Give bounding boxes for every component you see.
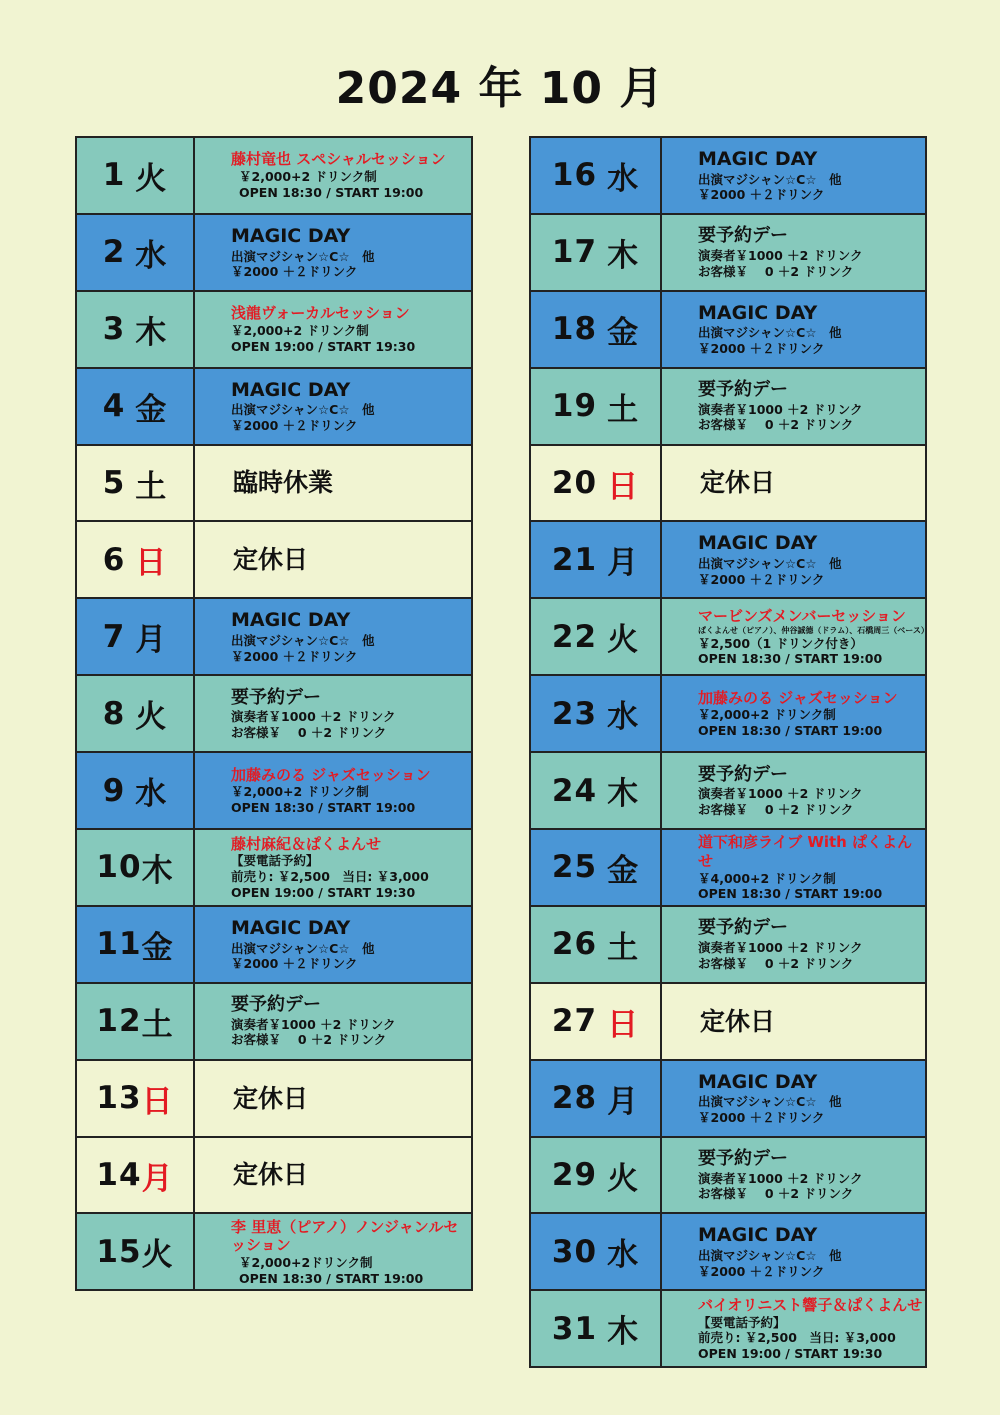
day-number: 17 [551, 234, 598, 271]
day-of-week: 火 [141, 1237, 174, 1274]
event-line: MAGIC DAY [698, 147, 818, 170]
schedule-row [77, 1061, 471, 1138]
schedule-row [77, 138, 471, 215]
day-number: 20 [551, 465, 598, 501]
event-line: ￥2,000+2ドリンク制 [239, 1255, 373, 1271]
day-of-week: 火 [607, 622, 640, 659]
schedule-column-right [529, 136, 927, 1368]
schedule-row [531, 1291, 925, 1368]
schedule-row [77, 676, 471, 753]
event-cell [195, 446, 471, 521]
event-line: 加藤みのる ジャズセッション [698, 688, 898, 707]
schedule-row [77, 369, 471, 446]
schedule-row [77, 599, 471, 676]
day-number: 15 [96, 1233, 142, 1270]
schedule-row [531, 984, 925, 1061]
day-number: 18 [551, 311, 598, 348]
event-cell [662, 1214, 925, 1289]
event-cell [195, 138, 471, 213]
event-cell [662, 676, 925, 751]
day-of-week: 水 [135, 776, 168, 813]
event-cell [195, 907, 471, 982]
date-cell [77, 753, 195, 828]
event-line: 出演マジシャン☆C☆ 他 [698, 1094, 842, 1110]
schedule-row [77, 907, 471, 984]
event-line: OPEN 18:30 / START 19:00 [698, 886, 883, 902]
event-line: 出演マジシャン☆C☆ 他 [698, 1248, 842, 1264]
day-of-week: 日 [141, 1083, 174, 1120]
event-line: ￥2,500（1 ドリンク付き） [698, 635, 863, 651]
schedule-row [531, 676, 925, 753]
day-number: 3 [102, 311, 126, 348]
day-of-week: 月 [135, 622, 168, 659]
day-of-week: 木 [607, 776, 640, 813]
day-number: 19 [551, 388, 598, 425]
event-line: お客様￥ 0 ＋2 ドリンク [231, 1032, 387, 1048]
event-line: ￥2000 ＋２ドリンク [698, 1110, 825, 1125]
day-number: 13 [96, 1080, 142, 1117]
event-line: ￥2000 ＋２ドリンク [231, 417, 358, 433]
schedule-row [531, 907, 925, 984]
event-line: お客様￥ 0 ＋2 ドリンク [698, 801, 854, 817]
schedule-column-left [75, 136, 473, 1291]
date-cell [531, 1138, 662, 1213]
date-cell [77, 138, 195, 213]
schedule-row [531, 292, 925, 369]
event-line: OPEN 18:30 / START 19:00 [231, 799, 416, 815]
day-of-week: 金 [607, 314, 640, 351]
day-of-week: 木 [607, 237, 640, 274]
event-line: ￥2,000+2 ドリンク制 [231, 322, 369, 338]
day-number: 16 [551, 157, 598, 194]
event-line: ￥2,000+2 ドリンク制 [698, 707, 836, 723]
day-number: 26 [551, 926, 598, 963]
day-of-week: 土 [607, 391, 640, 428]
event-line: 【要電話予約】 [231, 853, 319, 869]
day-number: 4 [102, 388, 126, 425]
event-line: 定休日 [700, 468, 776, 498]
date-cell [531, 292, 662, 367]
event-line: OPEN 19:00 / START 19:30 [231, 338, 416, 354]
event-line: 出演マジシャン☆C☆ 他 [231, 940, 375, 956]
event-cell [662, 599, 929, 674]
date-cell [531, 369, 662, 444]
event-cell [662, 215, 925, 290]
event-line: ￥2000 ＋２ドリンク [231, 648, 358, 664]
event-line: ￥2000 ＋２ドリンク [698, 341, 825, 357]
event-line: 出演マジシャン☆C☆ 他 [698, 556, 842, 572]
event-line: 出演マジシャン☆C☆ 他 [231, 402, 375, 418]
event-line: ￥2000 ＋２ドリンク [698, 571, 825, 587]
page-title: 2024 年 10 月 [335, 63, 665, 114]
day-of-week: 月 [607, 1083, 640, 1120]
day-number: 25 [551, 849, 598, 886]
event-line: OPEN 18:30 / START 19:00 [239, 1270, 424, 1286]
day-of-week: 火 [135, 699, 168, 736]
event-cell [195, 522, 471, 597]
event-line: 要予約デー [698, 917, 788, 939]
event-cell [195, 1214, 471, 1289]
event-line: お客様￥ 0 ＋2 ドリンク [698, 417, 854, 433]
event-line: 臨時休業 [233, 468, 334, 498]
day-number: 10 [96, 849, 142, 886]
date-cell [77, 984, 195, 1059]
event-line: 加藤みのる ジャズセッション [231, 765, 431, 784]
event-cell [195, 215, 471, 290]
day-of-week: 月 [607, 545, 640, 582]
day-of-week: 土 [141, 1006, 174, 1043]
event-cell [662, 1138, 925, 1213]
schedule-row [531, 1061, 925, 1138]
event-line: 前売り: ￥2,500 当日: ￥3,000 [231, 869, 429, 885]
date-cell [531, 215, 662, 290]
schedule-row [531, 830, 925, 907]
day-number: 27 [551, 1003, 598, 1040]
schedule-row [531, 446, 925, 523]
event-line: OPEN 18:30 / START 19:00 [239, 184, 424, 200]
event-line: 定休日 [700, 1006, 776, 1036]
schedule-row [531, 599, 929, 676]
event-cell [195, 984, 471, 1059]
date-cell [77, 1214, 195, 1289]
event-cell [662, 369, 925, 444]
schedule-row [77, 830, 471, 907]
day-of-week: 日 [607, 1006, 640, 1043]
schedule-row [531, 522, 925, 599]
date-cell [531, 522, 662, 597]
event-cell [195, 676, 471, 751]
event-line: 演奏者￥1000 ＋2 ドリンク [698, 401, 863, 417]
event-line: お客様￥ 0 ＋2 ドリンク [231, 724, 387, 740]
schedule-row [77, 1138, 471, 1215]
event-line: 要予約デー [698, 1148, 788, 1170]
event-line: MAGIC DAY [698, 1224, 818, 1247]
event-line: 藤村竜也 スペシャルセッション [231, 150, 446, 169]
schedule-row [531, 138, 925, 215]
day-of-week: 月 [141, 1160, 174, 1197]
event-line: ￥2000 ＋２ドリンク [231, 956, 358, 972]
schedule-row [531, 215, 925, 292]
event-line: 出演マジシャン☆C☆ 他 [698, 171, 842, 187]
day-of-week: 水 [607, 160, 640, 197]
day-of-week: 木 [607, 1314, 640, 1351]
schedule-row [531, 1138, 925, 1215]
day-of-week: 土 [135, 468, 168, 505]
event-line: OPEN 19:00 / START 19:30 [698, 1345, 883, 1361]
event-line: 浅龍ヴォーカルセッション [231, 304, 410, 323]
event-cell [195, 753, 471, 828]
event-line: 出演マジシャン☆C☆ 他 [698, 325, 842, 341]
day-number: 5 [102, 465, 126, 501]
event-cell [662, 292, 925, 367]
event-line: 要予約デー [231, 994, 321, 1016]
date-cell [531, 446, 662, 521]
event-cell [662, 522, 925, 597]
day-of-week: 木 [135, 314, 168, 351]
date-cell [531, 1214, 662, 1289]
event-cell [662, 1061, 925, 1136]
date-cell [77, 292, 195, 367]
event-line: 定休日 [233, 1160, 309, 1190]
event-line: MAGIC DAY [231, 916, 351, 939]
day-number: 7 [102, 618, 126, 655]
event-line: 出演マジシャン☆C☆ 他 [231, 633, 375, 649]
day-number: 9 [102, 772, 126, 809]
event-cell [662, 138, 925, 213]
day-of-week: 木 [141, 852, 174, 889]
event-line: 要予約デー [698, 763, 788, 785]
day-number: 22 [551, 618, 598, 655]
event-line: MAGIC DAY [231, 378, 351, 401]
event-cell [662, 907, 925, 982]
event-line: OPEN 18:30 / START 19:00 [698, 651, 883, 667]
date-cell [77, 369, 195, 444]
date-cell [77, 830, 195, 905]
event-cell [662, 446, 925, 521]
schedule-row [77, 446, 471, 523]
day-of-week: 金 [141, 929, 174, 966]
event-line: ￥2000 ＋２ドリンク [231, 264, 358, 280]
day-number: 2 [102, 234, 126, 271]
event-line: 要予約デー [698, 379, 788, 401]
schedule-row [77, 522, 471, 599]
event-cell [195, 1061, 471, 1136]
day-of-week: 水 [607, 699, 640, 736]
day-of-week: 日 [135, 545, 168, 582]
date-cell [77, 676, 195, 751]
date-cell [77, 599, 195, 674]
event-line: バイオリニスト響子＆ぱくよんせ [698, 1295, 923, 1314]
schedule-row [77, 215, 471, 292]
date-cell [77, 215, 195, 290]
schedule-row [531, 369, 925, 446]
date-cell [531, 753, 662, 828]
event-line: 藤村麻紀＆ぱくよんせ [231, 834, 382, 853]
event-cell [195, 292, 471, 367]
event-line: 演奏者￥1000 ＋2 ドリンク [698, 939, 863, 955]
event-line: 演奏者￥1000 ＋2 ドリンク [231, 1016, 396, 1032]
day-of-week: 火 [607, 1160, 640, 1197]
day-number: 28 [551, 1080, 598, 1117]
day-of-week: 水 [135, 237, 168, 274]
date-cell [77, 907, 195, 982]
event-line: ￥2000 ＋２ドリンク [698, 1263, 825, 1279]
day-number: 6 [102, 541, 126, 578]
day-number: 31 [551, 1310, 598, 1347]
event-cell [195, 830, 471, 905]
event-line: 要予約デー [698, 225, 788, 247]
day-of-week: 水 [607, 1237, 640, 1274]
event-line: 定休日 [233, 545, 309, 575]
day-number: 23 [551, 695, 598, 732]
day-of-week: 金 [607, 852, 640, 889]
date-cell [531, 676, 662, 751]
event-line: 演奏者￥1000 ＋2 ドリンク [698, 1170, 863, 1186]
event-cell [662, 984, 925, 1059]
event-line: OPEN 18:30 / START 19:00 [698, 723, 883, 739]
day-number: 14 [96, 1157, 142, 1194]
event-line: 演奏者￥1000 ＋2 ドリンク [698, 247, 863, 263]
date-cell [531, 1061, 662, 1136]
day-number: 24 [551, 772, 598, 809]
date-cell [77, 522, 195, 597]
day-of-week: 日 [607, 468, 640, 505]
date-cell [77, 446, 195, 521]
day-number: 12 [96, 1003, 142, 1040]
date-cell [77, 1138, 195, 1213]
schedule-row [77, 984, 471, 1061]
date-cell [531, 830, 662, 905]
date-cell [531, 1291, 662, 1366]
event-line: ￥2000 ＋２ドリンク [698, 187, 825, 203]
event-line: 要予約デー [231, 686, 321, 708]
event-line: マービンズメンバーセッション [698, 606, 906, 625]
event-line: MAGIC DAY [698, 301, 818, 324]
schedule-row [531, 1214, 925, 1291]
event-line: 道下和彦ライブ With ぱくよんせ [698, 833, 913, 870]
event-line: お客様￥ 0 ＋2 ドリンク [698, 955, 854, 971]
event-cell [662, 1291, 925, 1366]
event-line: お客様￥ 0 ＋2 ドリンク [698, 263, 854, 279]
event-line: ￥2,000+2 ドリンク制 [239, 169, 377, 185]
event-line: 演奏者￥1000 ＋2 ドリンク [231, 709, 396, 725]
day-number: 8 [102, 695, 126, 732]
event-line: 出演マジシャン☆C☆ 他 [231, 248, 375, 264]
day-of-week: 火 [135, 160, 168, 197]
day-number: 29 [551, 1157, 598, 1194]
date-cell [531, 907, 662, 982]
day-number: 11 [96, 926, 142, 963]
date-cell [531, 138, 662, 213]
event-line: OPEN 19:00 / START 19:30 [231, 884, 416, 900]
day-number: 30 [551, 1233, 598, 1270]
schedule-row [77, 292, 471, 369]
date-cell [531, 984, 662, 1059]
event-line: お客様￥ 0 ＋2 ドリンク [698, 1186, 854, 1202]
event-line: 定休日 [233, 1083, 309, 1113]
day-number: 1 [102, 157, 126, 194]
event-cell [195, 369, 471, 444]
day-of-week: 土 [607, 929, 640, 966]
event-line: ￥4,000+2 ドリンク制 [698, 870, 836, 886]
event-line: ぱくよんせ（ピアノ）、仲谷誠德（ドラム）、石橋周三（ベース） [698, 625, 929, 635]
day-number: 21 [551, 541, 598, 578]
event-line: MAGIC DAY [698, 1070, 818, 1093]
event-cell [662, 753, 925, 828]
event-cell [195, 599, 471, 674]
event-line: 李 里恵（ピアノ）ノンジャンルセッション [231, 1217, 459, 1255]
event-line: 前売り: ￥2,500 当日: ￥3,000 [698, 1330, 896, 1346]
event-cell [662, 830, 925, 905]
event-line: 演奏者￥1000 ＋2 ドリンク [698, 786, 863, 802]
schedule-row [531, 753, 925, 830]
schedule-row [77, 1214, 471, 1291]
date-cell [77, 1061, 195, 1136]
day-of-week: 金 [135, 391, 168, 428]
date-cell [531, 599, 662, 674]
event-line: ￥2,000+2 ドリンク制 [231, 784, 369, 800]
event-line: MAGIC DAY [698, 532, 818, 555]
event-line: MAGIC DAY [231, 609, 351, 632]
schedule-row [77, 753, 471, 830]
event-line: MAGIC DAY [231, 224, 351, 247]
event-line: 【要電話予約】 [698, 1314, 786, 1330]
event-cell [195, 1138, 471, 1213]
